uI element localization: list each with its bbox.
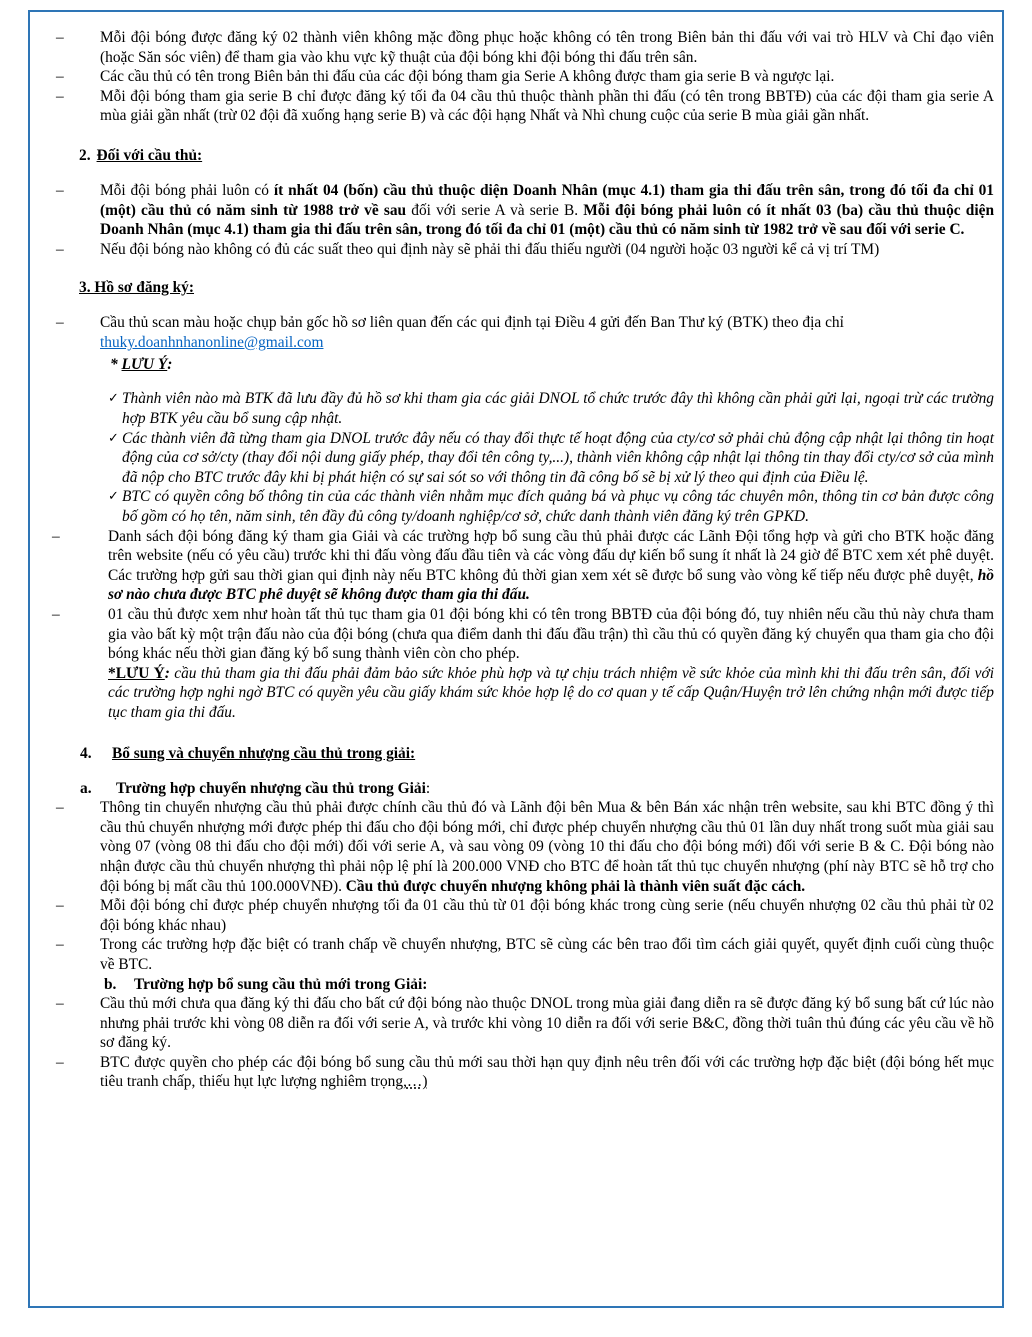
list-item: – 01 cầu thủ được xem như hoàn tất thủ tục tham gia 01 đội bóng khi có tên trong BBTĐ của đội bóng đó, tuy nhiên nếu cầu thủ này chưa tham gia vào bất kỳ một trận đấu nào của đội bóng (chưa qua điểm danh thi đấu đầu trận) thì cầu thủ có quyền đăng ký chuyển qua tham gia cho đội bóng khác nếu thời gian đăng ký bổ sung thành viên còn cho phép. bbox=[52, 606, 994, 663]
list-item: – Mỗi đội bóng tham gia serie B chỉ được đăng ký tối đa 04 cầu thủ thuộc thành phần thi đấu (có tên trong BBTĐ) của các đội tham gia serie A mùa giải gần nhất (trừ 02 đội đã xuống hạng serie B) và các đội hạng Nhất và Nhì chung cuộc của serie B mùa giải gần nhất. bbox=[56, 87, 994, 125]
note-title: * LƯU Ý: bbox=[110, 355, 173, 373]
check-mark-icon: ✓ bbox=[108, 430, 119, 446]
dash-bullet: – bbox=[56, 240, 64, 258]
dash-bullet: – bbox=[56, 897, 64, 915]
check-item: ✓ BTC có quyền công bố thông tin của các thành viên nhằm mục đích quảng bá và phục vụ công tác chuyên môn, thông tin cơ bản được công bố gồm có họ tên, năm sinh, tên đầy đủ công ty/doanh nghiệp/cơ sở, chức danh thành viên đăng ký trên GPKD. bbox=[108, 488, 994, 526]
list-item: – Mỗi đội bóng phải luôn có ít nhất 04 (bốn) cầu thủ thuộc diện Doanh Nhân (mục 4.1) tham gia thi đấu trên sân, trong đó tối đa chỉ 01 (một) cầu thủ có năm sinh từ 1988 trở về sau đối với serie A và serie B. Mỗi đội bóng phải luôn có ít nhất 03 (ba) cầu thủ thuộc diện Doanh Nhân (mục 4.1) tham gia thi đấu trên sân, trong đó tối đa chỉ 01 (một) cầu thủ có năm sinh từ 1982 trở về sau đối với serie C. bbox=[56, 181, 995, 239]
list-item: – Thông tin chuyển nhượng cầu thủ phải được chính cầu thủ đó và Lãnh đội bên Mua & bên Bán xác nhận trên website, sau khi BTC đồng ý thì cầu thủ chuyển nhượng mới được phép thi đấu cho đội bóng mới, chỉ được phép chuyển nhượng cầu thủ 01 lần duy nhất trong suốt mùa giải sau vòng 07 (vòng 08 thi đấu cho đội mới) đối với serie A, và sau vòng 09 (vòng 10 thi đấu cho đội bóng mới) đối với serie B & C. Đội bóng nào nhận được cầu thủ chuyển nhượng thì phải nộp lệ phí là 200.000 VNĐ cho BTC để hoàn tất thủ tục chuyển nhượng (phí này BTC sẽ hỗ trợ cho đội bóng bị mất cầu thủ 100.000VNĐ). Cầu thủ được chuyển nhượng không phải là thành viên suất đặc cách. bbox=[56, 799, 994, 895]
subsection-heading-a: a. Trường hợp chuyển nhượng cầu thủ trong Giải: bbox=[80, 779, 431, 797]
list-item: – Các cầu thủ có tên trong Biên bản thi đấu của các đội bóng tham gia Serie A không được tham gia serie B và ngược lại. bbox=[56, 68, 835, 86]
page-frame bbox=[28, 10, 1004, 1308]
check-mark-icon: ✓ bbox=[108, 489, 119, 505]
dash-bullet: – bbox=[56, 87, 64, 105]
section-heading-transfers: 4. Bổ sung và chuyển nhượng cầu thủ trong giải: bbox=[80, 744, 416, 762]
section-heading-players: 2. Đối với cầu thủ: bbox=[79, 146, 203, 164]
dash-bullet: – bbox=[56, 29, 64, 46]
list-item: – Trong các trường hợp đặc biệt có tranh chấp về chuyển nhượng, BTC sẽ cùng các bên trao đổi tìm cách giải quyết, quyết định cuối cùng thuộc về BTC. bbox=[56, 936, 994, 973]
dash-bullet: – bbox=[56, 1053, 64, 1071]
list-item: – Cầu thủ scan màu hoặc chụp bản gốc hồ sơ liên quan đến các qui định tại Điều 4 gửi đến Ban Thư ký (BTK) theo địa chỉ thuky.doanhnhanonline@gmail.com bbox=[56, 314, 844, 351]
check-item: ✓ Thành viên nào mà BTK đã lưu đầy đủ hồ sơ khi tham gia các giải DNOL tổ chức trước đây thì không cần phải gửi lại, ngoại trừ các trường hợp BTK yêu cầu bổ sung cập nhật. bbox=[108, 390, 994, 428]
health-note: *LƯU Ý: cầu thủ tham gia thi đấu phải đảm bảo sức khỏe phù hợp và tự chịu trách nhiệm về sức khỏe của mình khi thi đấu trên sân, đối với các trường hợp nghi ngờ BTC có quyền yêu cầu giấy khám sức khỏe hợp lệ do cơ quan y tế cấp Quận/Huyện trở lên chứng nhận mới được tiếp tục tham gia thi đấu. bbox=[108, 664, 994, 721]
subsection-heading-b: b. Trường hợp bổ sung cầu thủ mới trong Giải: bbox=[104, 975, 428, 993]
list-item: – Mỗi đội bóng được đăng ký 02 thành viên không mặc đồng phục hoặc không có tên trong Biên bản thi đấu với vai trò HLV và Chỉ đạo viên (hoặc Săn sóc viên) để tham gia vào khu vực kỹ thuật của đội bóng khi đội bóng thi đấu trên sân. bbox=[56, 29, 994, 66]
dash-bullet: – bbox=[56, 995, 64, 1013]
dash-bullet: – bbox=[56, 936, 64, 954]
list-item: – Mỗi đội bóng chỉ được phép chuyển nhượng tối đa 01 cầu thủ từ 01 đội bóng khác trong cùng serie (nếu chuyển nhượng 02 cầu thủ phải từ 02 đội bóng khác nhau) bbox=[56, 897, 994, 934]
document-body bbox=[52, 28, 994, 1092]
email-link[interactable]: thuky.doanhnhanonline@gmail.com bbox=[100, 333, 324, 351]
section-heading-registration: 3. Hồ sơ đăng ký: bbox=[79, 279, 195, 297]
list-item: – Danh sách đội bóng đăng ký tham gia Giải và các trường hợp bổ sung cầu thủ phải được các Lãnh Đội tổng hợp và gửi cho BTK hoặc đăng trên website (nếu có yêu cầu) trước khi thi đấu vòng đấu đầu tiên và các vòng đấu dự kiến bổ sung ít nhất là 24 giờ để BTC xem xét phê duyệt. Các trường hợp gửi sau thời gian qui định này nếu BTC không đủ thời gian xem xét sẽ được bổ sung vào vòng kế tiếp nếu được phê duyệt, hồ sơ nào chưa được BTC phê duyệt sẽ không được tham gia thi đấu. bbox=[52, 527, 994, 604]
dash-bullet: – bbox=[52, 527, 60, 545]
check-item: ✓ Các thành viên đã từng tham gia DNOL trước đây nếu có thay đổi thực tế hoạt động của cty/cơ sở phải chủ động cập nhật lại thông tin hoạt động của cơ sở/cty (thay đổi nội dung giấy phép, thay đổi tên công ty,...), thành viên không cập nhật lại thông tin thay đổi cty/cơ sở của mình đã nộp cho BTC trước đây khi bị phát hiện có sự sai sót so với thông tin đã công bố sẽ bị xử lý theo qui định của Điều lệ. bbox=[108, 429, 994, 486]
dash-bullet: – bbox=[52, 606, 60, 624]
dash-bullet: – bbox=[56, 799, 64, 817]
list-item: – BTC được quyền cho phép các đội bóng bổ sung cầu thủ mới sau thời hạn quy định nêu trên đối với các trường hợp đặc biệt (đội bóng hết mục tiêu tranh chấp, thiếu hụt lực lượng nghiêm trọng,…) bbox=[56, 1053, 994, 1091]
list-item: – Nếu đội bóng nào không có đủ các suất theo qui định này sẽ phải thi đấu thiếu người (04 người hoặc 03 người kể cả vị trí TM) bbox=[56, 240, 880, 258]
check-mark-icon: ✓ bbox=[108, 391, 119, 407]
list-item: – Cầu thủ mới chưa qua đăng ký thi đấu cho bất cứ đội bóng nào thuộc DNOL trong mùa giải đang diễn ra sẽ được đăng ký bổ sung bất cứ lúc nào nhưng phải trước khi vòng 08 diễn ra đối với serie A, và trước khi vòng 10 diễn ra đối với serie B&C, đồng thời tuân thủ đúng các yêu cầu về hồ sơ đăng ký. bbox=[56, 995, 994, 1052]
dash-bullet: – bbox=[56, 314, 64, 332]
dash-bullet: – bbox=[56, 181, 64, 199]
dash-bullet: – bbox=[56, 68, 64, 86]
